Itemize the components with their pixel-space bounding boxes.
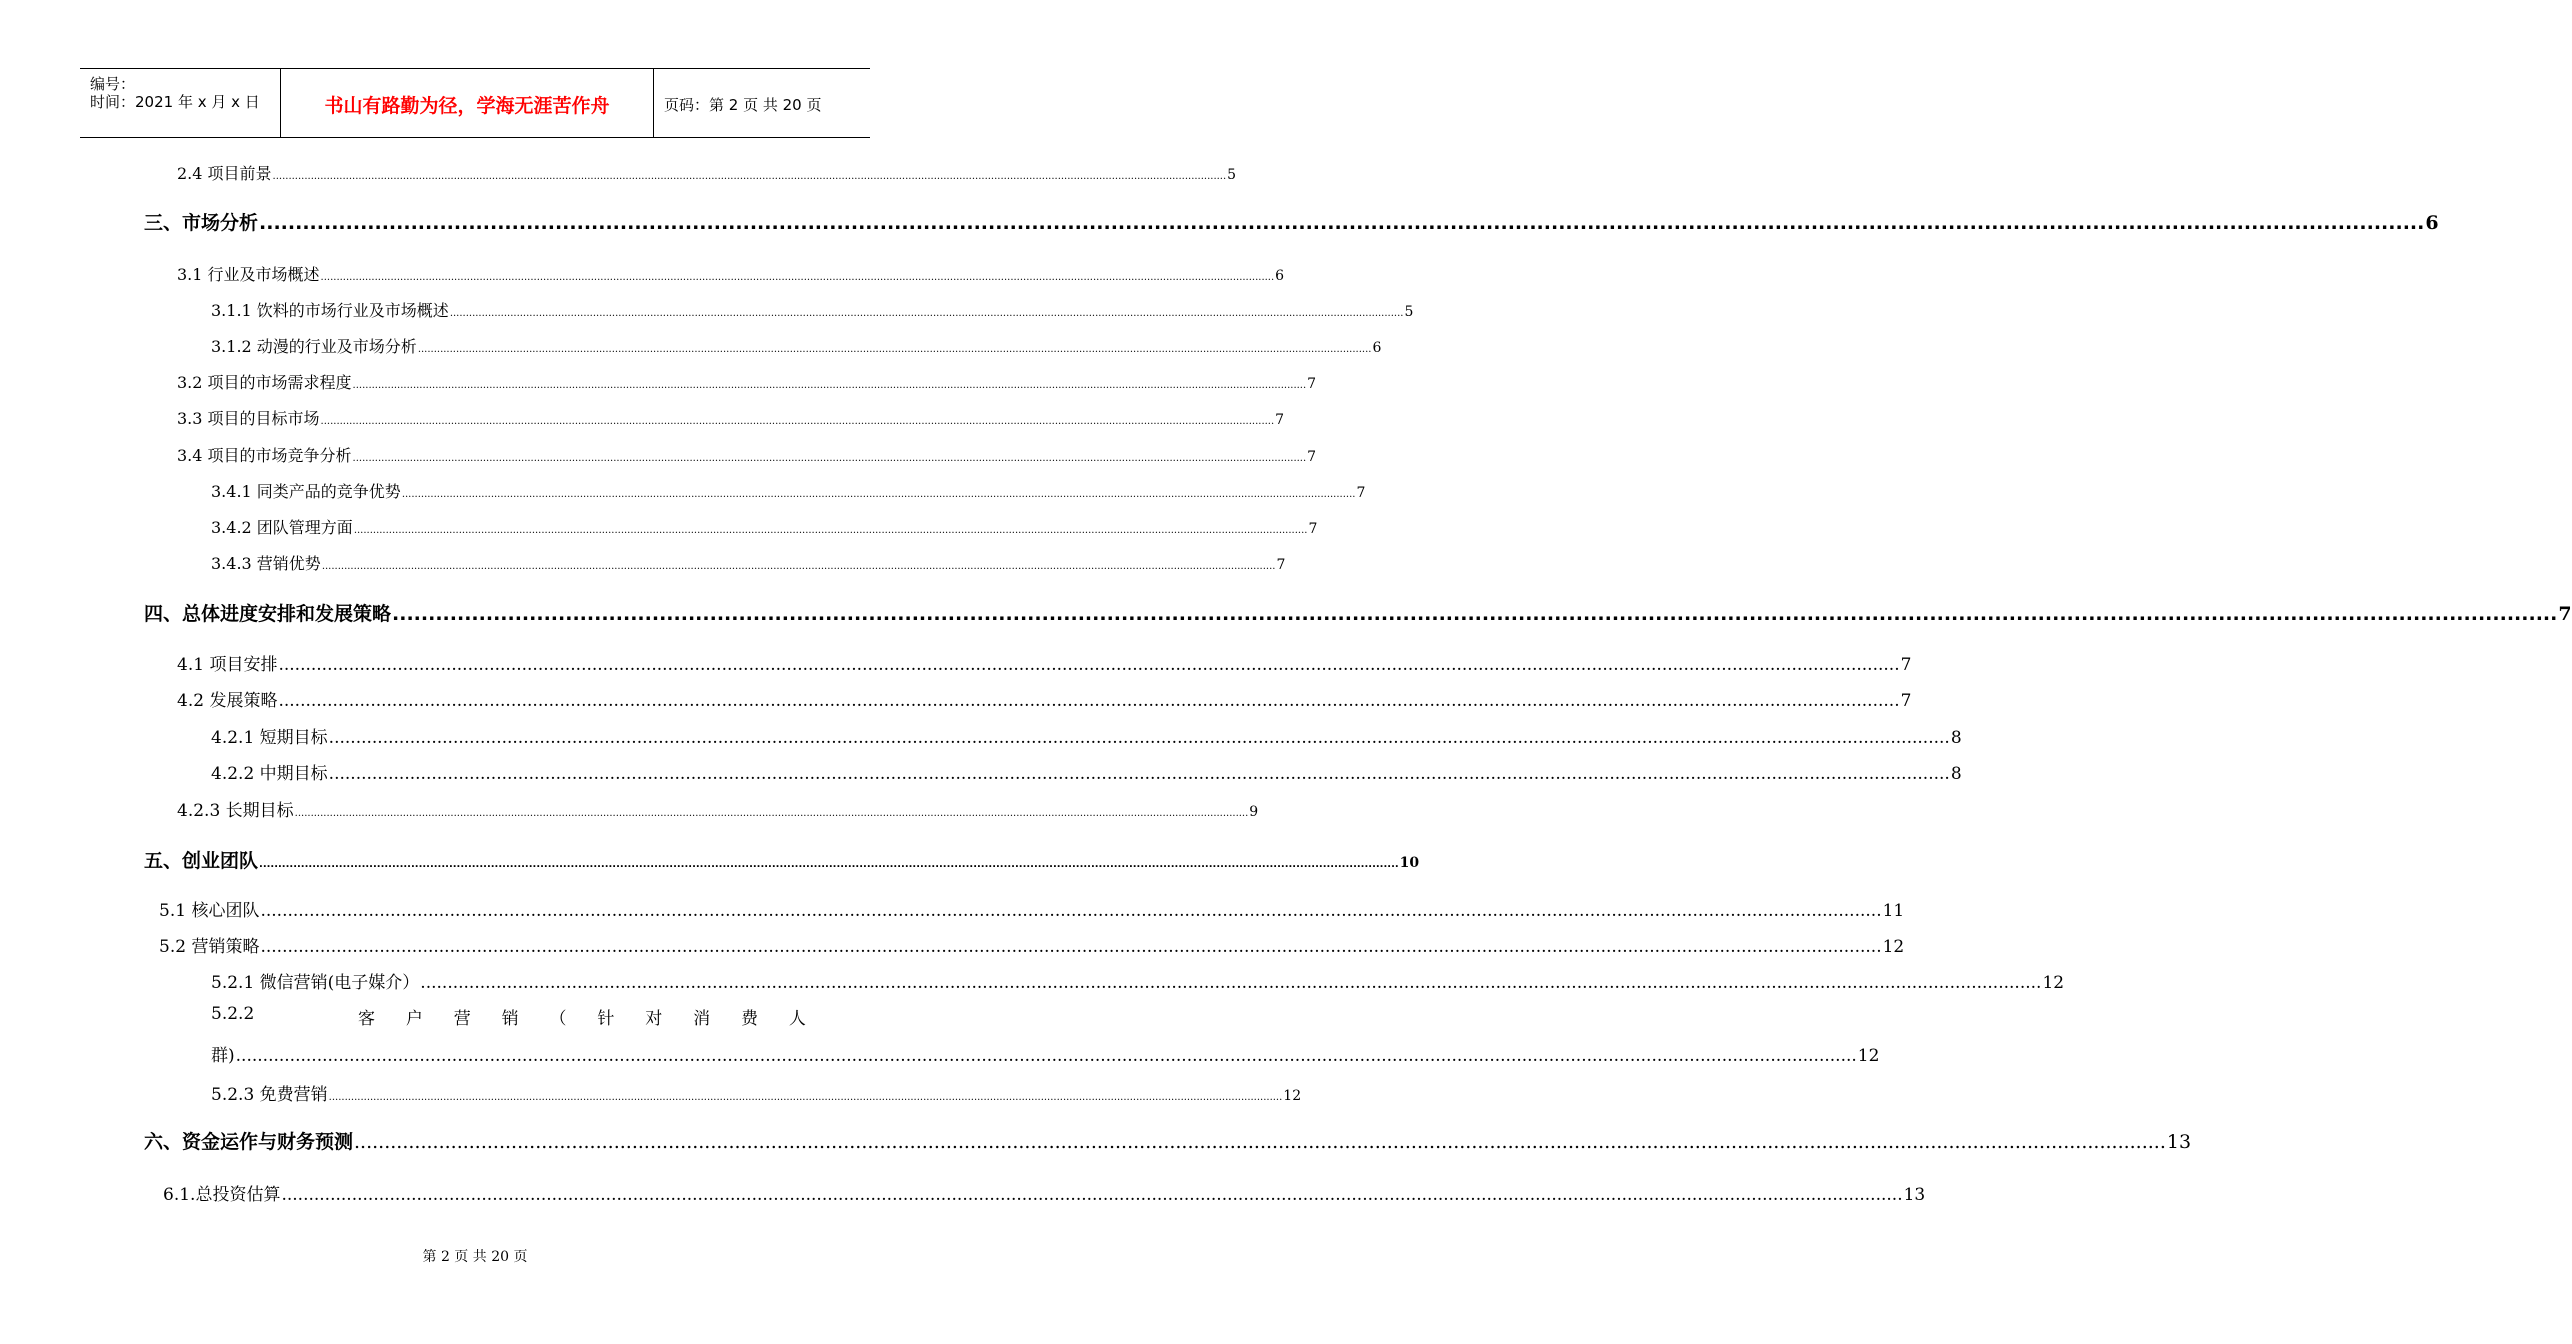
toc-page: 6 <box>1275 268 1285 284</box>
toc-entry[interactable] <box>211 334 1382 357</box>
toc-leader: ............................................................................................................................................................................................................................................................................................................ <box>320 272 1275 283</box>
toc-leader: ............................................................................................................................................................................................................................................................................................................ <box>417 344 1372 355</box>
toc-entry[interactable] <box>211 551 1286 574</box>
toc-leader: ............................................................................................................................................................................................................................................................................................................ <box>272 171 1227 182</box>
toc-entry[interactable] <box>211 968 2065 993</box>
toc-page: 7 <box>1275 412 1285 428</box>
toc-label: 四、总体进度安排和发展策略 <box>144 603 392 625</box>
toc-page: 7 <box>1307 376 1317 392</box>
page-footer: 第 2 页 共 20 页 <box>422 1249 528 1265</box>
toc-page: 13 <box>2166 1131 2192 1153</box>
toc-leader: ............................................................................................................................................................................................................................................................................................................ <box>259 859 1399 870</box>
toc-page: 11 <box>1882 901 1905 921</box>
header-middle-cell <box>281 69 654 137</box>
toc-leader: ............................................................................................................................................................................................................................................................................................................ <box>260 937 1882 957</box>
toc-leader: ............................................................................................................................................................................................................................................................................................................ <box>392 603 2558 625</box>
toc-entry[interactable] <box>211 1041 1880 1066</box>
toc-page: 5 <box>1227 167 1237 183</box>
toc-page: 7 <box>1276 557 1286 573</box>
toc-entry[interactable] <box>211 298 1414 321</box>
toc-page: 12 <box>1882 937 1905 957</box>
toc-page: 7 <box>1356 485 1366 501</box>
toc-label: 4.2.1 短期目标 <box>211 728 328 748</box>
toc-label: 2.4 项目前景 <box>177 164 272 183</box>
toc-leader: ............................................................................................................................................................................................................................................................................................................ <box>235 1046 1857 1066</box>
spread-part: 销 <box>501 1009 519 1029</box>
toc-label: 6.1.总投资估算 <box>163 1185 281 1205</box>
toc-leader: ............................................................................................................................................................................................................................................................................................................ <box>420 973 2042 993</box>
toc-leader: ............................................................................................................................................................................................................................................................................................................ <box>354 1131 2166 1153</box>
toc-label: 4.1 项目安排 <box>177 655 278 675</box>
toc-page: 8 <box>1950 764 1962 784</box>
toc-label: 3.1 行业及市场概述 <box>177 265 320 284</box>
toc-leader: ............................................................................................................................................................................................................................................................................................................ <box>353 525 1308 536</box>
code-label: 编号： <box>90 75 136 93</box>
toc-entry[interactable] <box>177 443 1317 466</box>
toc-leader: ............................................................................................................................................................................................................................................................................................................ <box>449 308 1404 319</box>
toc-page: 13 <box>1903 1185 1926 1205</box>
toc-leader: ............................................................................................................................................................................................................................................................................................................ <box>328 764 1950 784</box>
toc-page: 10 <box>1399 855 1420 871</box>
header-right-cell <box>654 69 870 137</box>
toc-entry[interactable] <box>144 599 2572 626</box>
header-left-cell <box>80 69 281 137</box>
toc-label: 3.1.2 动漫的行业及市场分析 <box>211 337 417 356</box>
toc-entry[interactable] <box>211 515 1318 538</box>
toc-page: 6 <box>1372 340 1382 356</box>
toc-label: 3.3 项目的目标市场 <box>177 409 320 428</box>
toc-leader: ............................................................................................................................................................................................................................................................................................................ <box>320 416 1275 427</box>
toc-label: 4.2 发展策略 <box>177 691 278 711</box>
toc-entry[interactable] <box>159 932 1905 957</box>
toc-entry[interactable] <box>159 896 1905 921</box>
toc-entry[interactable] <box>177 650 1912 675</box>
toc-page: 5 <box>1404 304 1414 320</box>
toc-leader: ............................................................................................................................................................................................................................................................................................................ <box>294 808 1249 819</box>
toc-label: 5.2.1 微信营销(电子媒介） <box>211 973 420 993</box>
toc-leader: ............................................................................................................................................................................................................................................................................................................ <box>321 561 1276 572</box>
toc-label: 3.2 项目的市场需求程度 <box>177 373 352 392</box>
toc-entry[interactable] <box>177 370 1317 393</box>
toc-entry[interactable] <box>177 686 1912 711</box>
toc-page: 7 <box>1900 655 1912 675</box>
toc-entry[interactable] <box>177 406 1285 429</box>
toc-label: 5.2.3 免费营销 <box>211 1085 328 1105</box>
toc-label: 4.2.2 中期目标 <box>211 764 328 784</box>
toc-page: 7 <box>1900 691 1912 711</box>
toc-label: 群) <box>211 1046 235 1066</box>
spread-part: 客 <box>358 1009 376 1029</box>
toc-page: 7 <box>2558 603 2572 625</box>
toc-label: 3.4 项目的市场竞争分析 <box>177 446 352 465</box>
toc-label: 5.2 营销策略 <box>159 937 260 957</box>
toc-leader: ............................................................................................................................................................................................................................................................................................................ <box>328 1092 1283 1103</box>
toc-entry-spread[interactable] <box>211 1004 806 1029</box>
toc-entry[interactable] <box>177 796 1259 821</box>
toc-entry[interactable] <box>144 846 1420 873</box>
toc-entry[interactable] <box>211 723 1962 748</box>
toc-page: 7 <box>1308 521 1318 537</box>
spread-part: 费 <box>741 1009 759 1029</box>
toc-entry[interactable] <box>144 1127 2192 1154</box>
toc-entry[interactable] <box>211 1080 1302 1105</box>
toc-page: 7 <box>1307 449 1317 465</box>
toc-leader: ............................................................................................................................................................................................................................................................................................................ <box>352 453 1307 464</box>
time-label: 时间：2021 年 x 月 x 日 <box>90 93 260 111</box>
toc-page: 12 <box>1283 1088 1302 1104</box>
toc-page: 9 <box>1249 804 1259 820</box>
toc-leader: ............................................................................................................................................................................................................................................................................................................ <box>352 380 1307 391</box>
toc-page: 8 <box>1950 728 1962 748</box>
toc-leader: ............................................................................................................................................................................................................................................................................................................ <box>281 1185 1903 1205</box>
toc-entry[interactable] <box>177 262 1285 285</box>
toc-entry[interactable] <box>211 759 1962 784</box>
spread-part: 人 <box>788 1009 806 1029</box>
toc-leader: ............................................................................................................................................................................................................................................................................................................ <box>260 901 1882 921</box>
toc-entry[interactable] <box>163 1180 1926 1205</box>
toc-entry[interactable] <box>177 161 1237 184</box>
toc-leader: ............................................................................................................................................................................................................................................................................................................ <box>259 212 2425 234</box>
toc-page: 12 <box>2042 973 2065 993</box>
toc-label: 六、资金运作与财务预测 <box>144 1131 354 1153</box>
toc-page: 6 <box>2425 212 2439 234</box>
toc-label: 5.1 核心团队 <box>159 901 260 921</box>
spread-part: 消 <box>693 1009 711 1029</box>
motto: 书山有路勤为径，学海无涯苦作舟 <box>324 95 610 117</box>
toc-label: 三、市场分析 <box>144 212 259 234</box>
toc-label: 3.1.1 饮料的市场行业及市场概述 <box>211 301 449 320</box>
toc-label: 4.2.3 长期目标 <box>177 801 294 821</box>
toc-label: 3.4.2 团队管理方面 <box>211 518 353 537</box>
page-info: 页码：第 2 页 共 20 页 <box>664 96 822 114</box>
spread-part: 户 <box>405 1009 423 1029</box>
spread-part: 营 <box>453 1009 471 1029</box>
toc-label: 五、创业团队 <box>144 850 259 872</box>
toc-leader: ............................................................................................................................................................................................................................................................................................................ <box>401 489 1356 500</box>
toc-page: 12 <box>1857 1046 1880 1066</box>
toc-label: 3.4.1 同类产品的竞争优势 <box>211 482 401 501</box>
page-header <box>80 68 870 138</box>
toc-leader: ............................................................................................................................................................................................................................................................................................................ <box>278 655 1900 675</box>
spread-part: （ <box>549 1009 567 1029</box>
toc-leader: ............................................................................................................................................................................................................................................................................................................ <box>278 691 1900 711</box>
spread-part: 对 <box>645 1009 663 1029</box>
toc-leader: ............................................................................................................................................................................................................................................................................................................ <box>328 728 1950 748</box>
toc-entry[interactable] <box>211 479 1366 502</box>
spread-part: 针 <box>597 1009 615 1029</box>
spread-part: 5.2.2 <box>211 1004 255 1024</box>
toc-entry[interactable] <box>144 208 2439 235</box>
toc-label: 3.4.3 营销优势 <box>211 554 321 573</box>
